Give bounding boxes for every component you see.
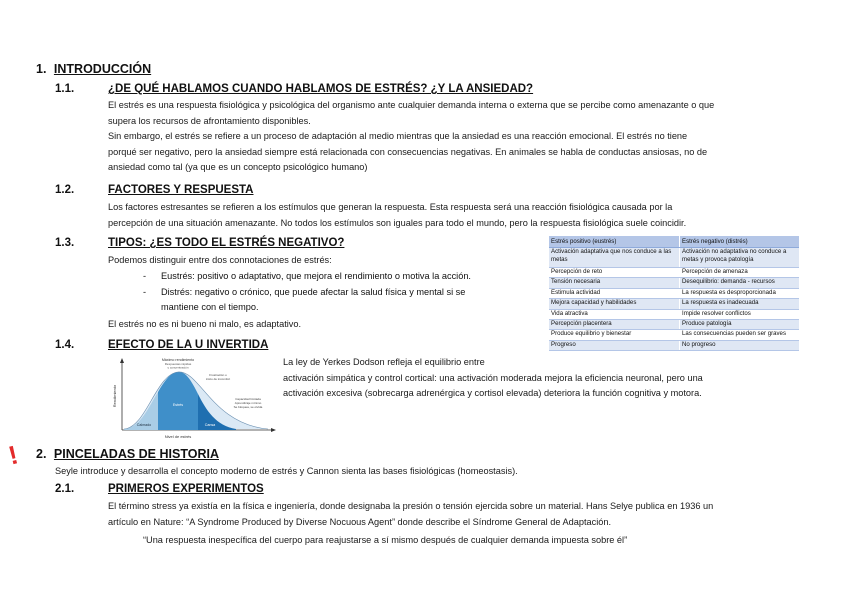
- subsection-title: PRIMEROS EXPERIMENTOS: [108, 483, 264, 495]
- bullet-item: Distrés: negativo o crónico, que puede afectar la salud física y mental si se: [161, 287, 466, 297]
- low-label-2: Aprendizaje mínimo: [234, 401, 262, 405]
- text-line: Sin embargo, el estrés se refiere a un proceso de adaptación al medio mientras que la ansiedad es una reacción emocional. El estrés no tiene: [108, 131, 688, 141]
- paragraph-line: activación simpática y control cortical: una activación moderada mejora la eficiencia neuronal, pero una: [283, 373, 703, 383]
- table-header: Estrés positivo (eustrés): [549, 236, 680, 248]
- comparison-table: [549, 236, 799, 351]
- paragraph: [108, 200, 823, 231]
- table-cell: Estimula actividad: [549, 288, 680, 298]
- table-row: [549, 309, 799, 319]
- section-title: INTRODUCCIÓN: [53, 62, 152, 76]
- bullet-dash: -: [143, 287, 147, 297]
- quote: “Una respuesta inespecífica del cuerpo para reajustarse a sí mismo después de cualquier demanda impuesta sobre él”: [143, 535, 628, 545]
- text-line: Los factores estresantes se refieren a los estímulos que generan la respuesta. Esta respuesta será una reacción fisiológica causada por la: [108, 202, 673, 212]
- table-row: [549, 340, 799, 350]
- table-cell: Impide resolver conflictos: [680, 309, 800, 319]
- zone-tired-label: Cansa: [204, 423, 216, 427]
- table-cell: Las consecuencias pueden ser graves: [680, 330, 800, 340]
- table-cell: Progreso: [549, 340, 680, 350]
- table-cell: Desequilibrio: demanda - recursos: [680, 278, 800, 288]
- text-line: El término stress ya existía en la física e ingeniería, donde designaba la presión o tensión ejercida sobre un material. Hans Selye publica en 1936 un: [108, 501, 714, 511]
- text-line: supera los recursos de afrontamiento disponibles.: [108, 115, 311, 126]
- bullet-dash: -: [143, 271, 147, 281]
- inverted-u-figure: [108, 356, 278, 444]
- y-axis-label: Rendimiento: [112, 384, 117, 408]
- table-cell: Produce equilibrio y bienestar: [549, 330, 680, 340]
- table-row: [549, 288, 799, 298]
- table-cell: Activación no adaptativa no conduce a metas y provoca patología: [680, 248, 800, 268]
- text-line: El estrés es una respuesta fisiológica y psicológica del organismo ante cualquier demanda interna o externa que se percibe como amenazante o que: [108, 100, 715, 110]
- section-2-heading: [36, 447, 219, 461]
- paragraph: Seyle introduce y desarrolla el concepto moderno de estrés y Cannon sienta las bases fisiológicas (homeostasis).: [55, 466, 518, 476]
- subsection-number: 1.2.: [55, 184, 75, 196]
- paragraph: Podemos distinguir entre dos connotaciones de estrés:: [108, 255, 332, 265]
- eustres-distres-table: [549, 236, 799, 351]
- zone-stress-label: Estrés: [172, 403, 184, 407]
- x-axis-label: Nivel de estrés: [164, 434, 192, 439]
- table-cell: Produce patología: [680, 319, 800, 329]
- table-row: [549, 248, 799, 268]
- text-line: percepción de una situación amenazante. No todos los estímulos son iguales para todo el mundo, pero la respuesta fisiológica suele coincidir.: [108, 217, 687, 228]
- subsection-title: TIPOS: ¿ES TODO EL ESTRÉS NEGATIVO?: [108, 237, 345, 249]
- table-cell: Tensión necesaria: [549, 278, 680, 288]
- peak-label-2: Respuestas rápidas: [164, 362, 192, 366]
- low-label-3: Se bloquea, se olvida: [233, 405, 263, 409]
- table-row: [549, 319, 799, 329]
- subsection-title: FACTORES Y RESPUESTA: [108, 184, 254, 196]
- text-line: ansiedad como tal (ya que es un concepto psicológico humano): [108, 162, 368, 172]
- peak-label-3: y concentración: [167, 365, 189, 370]
- table-header-row: [549, 236, 799, 248]
- table-cell: No progreso: [680, 340, 800, 350]
- subsection-number: 1.4.: [55, 339, 75, 351]
- subsection-number: 1.1.: [55, 83, 75, 95]
- table-row: [549, 299, 799, 309]
- section-number: 2.: [36, 447, 47, 461]
- table-cell: Activación adaptativa que nos conduce a las metas: [549, 248, 680, 268]
- paragraph-line: activación excesiva (sobrecarga adrenérgica y cortisol elevada) deteriora la función cognitiva y motora.: [283, 388, 702, 398]
- paragraph: [108, 98, 823, 176]
- low-label-1: Capacidad limitada: [235, 397, 261, 401]
- right-label-1: Frustración o: [209, 373, 227, 377]
- subsection-title: EFECTO DE LA U INVERTIDA: [108, 339, 269, 351]
- paragraph: [108, 499, 823, 530]
- table-cell: Mejora capacidad y habilidades: [549, 299, 680, 309]
- table-row: [549, 278, 799, 288]
- table-cell: Percepción placentera: [549, 319, 680, 329]
- section-title: PINCELADAS DE HISTORIA: [53, 447, 219, 461]
- exclamation-marker: !: [5, 439, 22, 471]
- table-cell: Percepción de reto: [549, 268, 680, 278]
- text-line: porqué ser negativo, pero la ansiedad siempre está relacionada con consecuencias negativas. En animales se habla de conductas ansiosas, no de: [108, 146, 708, 157]
- y-axis-arrow: [120, 358, 124, 363]
- table-cell: Percepción de amenaza: [680, 268, 800, 278]
- peak-label-1: Máximo rendimiento: [161, 358, 195, 362]
- table-cell: La respuesta es inadecuada: [680, 299, 800, 309]
- x-axis-arrow: [271, 428, 276, 432]
- table-cell: Vida atractiva: [549, 309, 680, 319]
- section-1-heading: [36, 62, 151, 76]
- bullet-item-continuation: mantiene con el tiempo.: [161, 302, 259, 312]
- bullet-item: Eustrés: positivo o adaptativo, que mejora el rendimiento o motiva la acción.: [161, 271, 471, 281]
- subsection-title: ¿DE QUÉ HABLAMOS CUANDO HABLAMOS DE ESTRÉS? ¿Y LA ANSIEDAD?: [108, 83, 534, 95]
- subsection-number: 2.1.: [55, 483, 75, 495]
- table-header: Estrés negativo (distrés): [680, 236, 800, 248]
- table-row: [549, 268, 799, 278]
- subsection-number: 1.3.: [55, 237, 75, 249]
- paragraph: El estrés no es ni bueno ni malo, es adaptativo.: [108, 319, 302, 329]
- section-number: 1.: [36, 62, 47, 76]
- zone-calm-label: Calmado: [136, 423, 152, 427]
- text-line: artículo en Nature: “A Syndrome Produced by Diverse Nocuous Agent” donde describe el Síndrome General de Adaptación.: [108, 516, 612, 527]
- paragraph-line: La ley de Yerkes Dodson refleja el equilibrio entre: [283, 357, 485, 367]
- table-row: [549, 330, 799, 340]
- table-cell: La respuesta es desproporcionada: [680, 288, 800, 298]
- right-label-2: inicio de incomfort: [205, 377, 231, 381]
